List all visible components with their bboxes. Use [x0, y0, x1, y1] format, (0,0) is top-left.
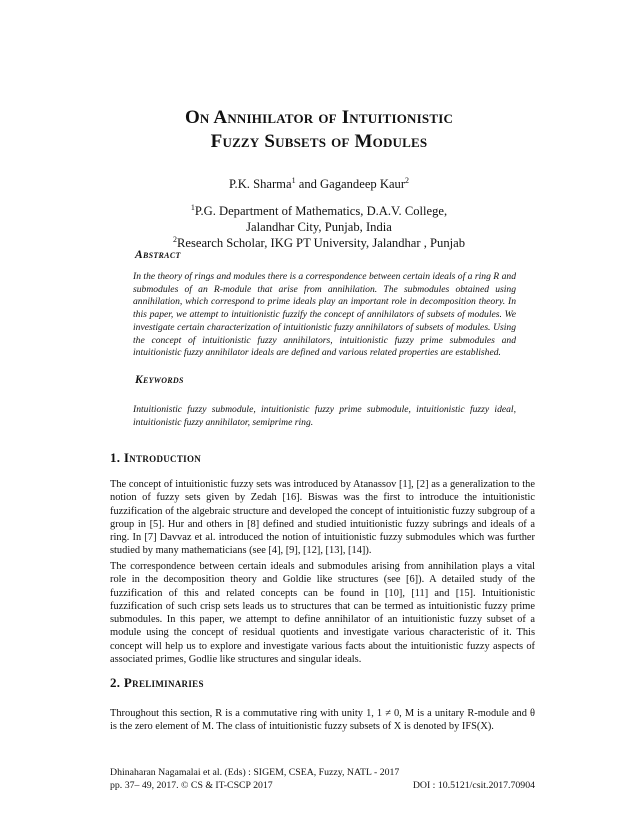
- affiliation-2-text: Research Scholar, IKG PT University, Jalandhar , Punjab: [176, 236, 466, 250]
- section-2-paragraph-1: Throughout this section, R is a commutative ring with unity 1, 1 ≠ 0, M is a unitary R-module and θ is the zero element of M. The class of intuitionistic fuzzy subsets of X is denoted by IFS(X).: [110, 708, 535, 733]
- section-2-heading: 2. Preliminaries: [110, 675, 204, 690]
- author-line: [0, 177, 638, 192]
- affiliation-2: [0, 235, 638, 251]
- footer-row: [110, 780, 535, 793]
- footer-doi: DOI : 10.5121/csit.2017.70904: [412, 779, 535, 791]
- author-2-affil-mark: 2: [405, 175, 410, 185]
- title-line-1: On Annihilator of Intuitionistic: [184, 107, 454, 128]
- affiliation-1-mark: 1: [190, 202, 195, 212]
- paper-title: [0, 106, 638, 154]
- affiliation-2-mark: 2: [172, 234, 177, 244]
- abstract-heading: Abstract: [135, 249, 181, 261]
- section-1-paragraph-2: The correspondence between certain ideals and submodules arising from annihilation plays a vital role in the decomposition theory and Goldie like structures (see [6]). A detailed study of the fuzzification of this and related concepts can be found in [10], [11] and [15]. Intuitionistic fuzzification of such crisp sets leads us to structures that can be termed as intuitionistic fuzzy prime submodules. In this paper, we attempt to define annihilator of an intuitionistic fuzzy subset of a module using the concept of residual quotients and investigate various characteristic of it. This concept will help us to explore and investigate various facts about the intuitionistic fuzzy aspects of associated primes, Godlie like structures and singular ideals.: [110, 561, 535, 666]
- footer-proceedings: Dhinaharan Nagamalai et al. (Eds) : SIGEM, CSEA, Fuzzy, NATL - 2017: [110, 767, 400, 778]
- author-2-name: and Gagandeep Kaur: [295, 177, 406, 191]
- affiliations: [0, 203, 638, 251]
- abstract-text: In the theory of rings and modules there is a correspondence between certain ideals of a ring R and submodules of an R-module that arise from annihilation. The submodules obtained using annihilation, which correspond to prime ideals play an important role in decomposition theory. In this paper, we attempt to intuitionistic fuzzify the concept of annihilators of subsets of modules. We investigate certain characterization of intuitionistic fuzzy annihilators of subsets of modules. Using the concept of intuitionistic fuzzy annihilators, intuitionistic fuzzy prime submodules and intuitionistic fuzzy annihilator ideals are defined and various related properties are established.: [133, 271, 516, 359]
- author-1-name: P.K. Sharma: [228, 177, 292, 191]
- page-footer: [110, 767, 535, 792]
- keywords-text: Intuitionistic fuzzy submodule, intuitionistic fuzzy prime submodule, intuitionistic fuzzy ideal, intuitionistic fuzzy annihilator, semiprime ring.: [133, 404, 516, 428]
- section-1-heading: 1. Introduction: [110, 450, 202, 465]
- footer-pages: pp. 37– 49, 2017. © CS & IT-CSCP 2017: [110, 779, 273, 791]
- affiliation-1-text: P.G. Department of Mathematics, D.A.V. College,: [194, 204, 448, 218]
- affiliation-1-line-1: [0, 203, 638, 219]
- section-1-paragraph-1: The concept of intuitionistic fuzzy sets was introduced by Atanassov [1], [2] as a generalization to the notion of fuzzy sets given by Zedah [16]. Biswas was the first to introduce the intuitionistic fuzzification of the algebraic structure and developed the concept of intuitionistic fuzzy subgroup of a group in [5]. Hur and others in [8] defined and studied intuitionistic fuzzy subrings and ideals of a ring. In [7] Davvaz et al. introduced the notion of intuitionistic fuzzy submodules which was further studied by many mathematicians (see [4], [9], [12], [13], [14]).: [110, 479, 535, 557]
- keywords-heading: Keywords: [135, 374, 184, 386]
- author-1-affil-mark: 1: [291, 175, 296, 185]
- affiliation-1-line-2: Jalandhar City, Punjab, India: [246, 220, 392, 234]
- title-line-2: Fuzzy Subsets of Modules: [210, 131, 428, 152]
